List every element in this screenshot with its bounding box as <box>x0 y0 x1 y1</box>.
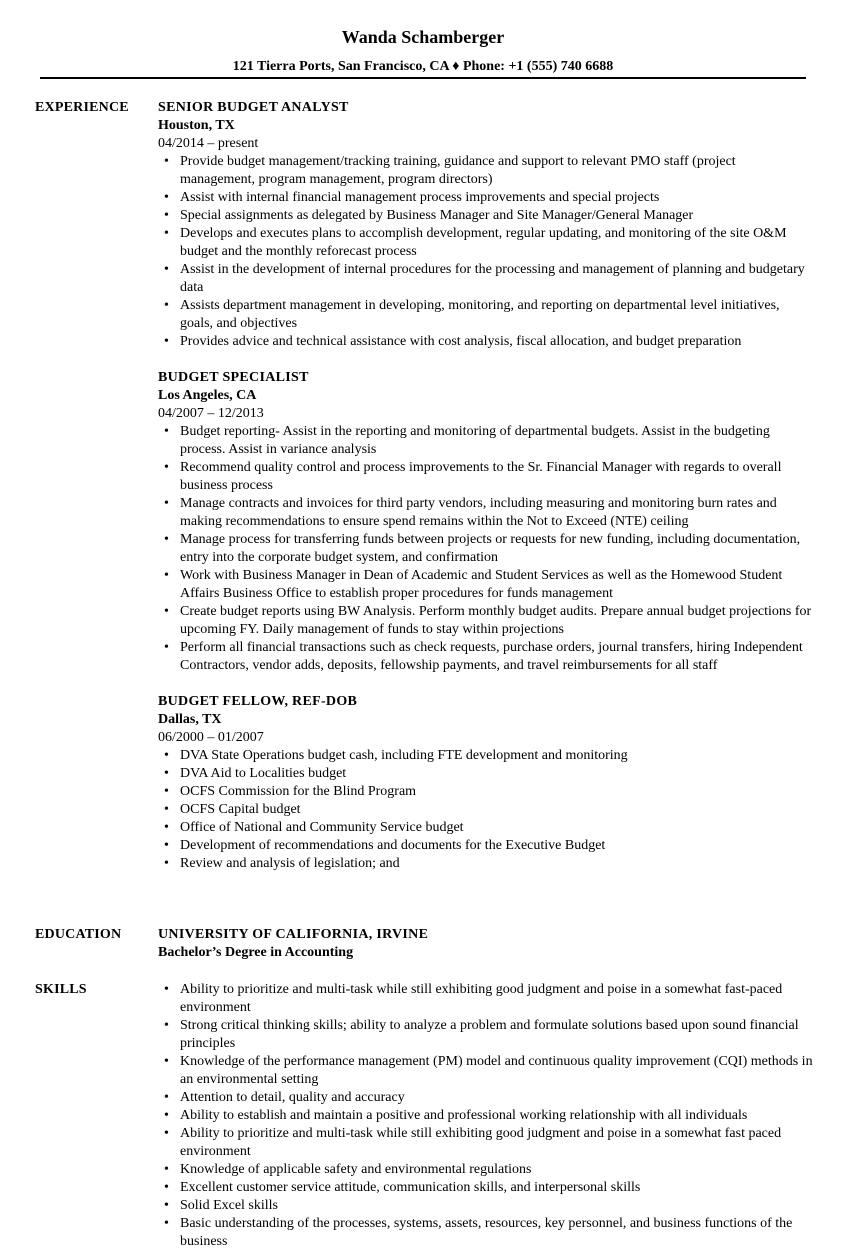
list-item: • Assists department management in developing, monitoring, and reporting on departmental level initiatives, goals, and objectives <box>158 297 813 333</box>
job-entry <box>158 99 813 351</box>
list-item: • Work with Business Manager in Dean of Academic and Student Services as well as the Homewood Student Affairs Business Office to establish proper procedures for funds management <box>158 567 813 603</box>
list-item: • Strong critical thinking skills; ability to analyze a problem and formulate solutions based upon sound financial principles <box>158 1017 813 1053</box>
job-dates: 06/2000 – 01/2007 <box>158 730 264 745</box>
list-item: • OCFS Capital budget <box>158 801 813 819</box>
job-title: BUDGET FELLOW, REF-DOB <box>158 694 358 709</box>
job-title: BUDGET SPECIALIST <box>158 370 309 385</box>
candidate-name: Wanda Schamberger <box>341 27 505 47</box>
list-item: • DVA Aid to Localities budget <box>158 765 813 783</box>
education-body <box>158 926 813 962</box>
section-label-skills: SKILLS <box>35 982 87 997</box>
list-item: • Development of recommendations and documents for the Executive Budget <box>158 837 813 855</box>
list-item: • Budget reporting- Assist in the reporting and monitoring of departmental budgets. Assist in the budgeting process. Assist in variance analysis <box>158 423 813 459</box>
job-title: SENIOR BUDGET ANALYST <box>158 100 349 115</box>
school-name: UNIVERSITY OF CALIFORNIA, IRVINE <box>158 927 429 942</box>
list-item: • Solid Excel skills <box>158 1197 813 1215</box>
contact-line: 121 Tierra Ports, San Francisco, CA ♦ Phone: +1 (555) 740 6688 <box>232 59 614 74</box>
degree: Bachelor’s Degree in Accounting <box>158 945 354 960</box>
job-dates: 04/2007 – 12/2013 <box>158 406 264 421</box>
list-item: • Manage contracts and invoices for third party vendors, including measuring and monitoring burn rates and making recommendations to ensure spend remains within the Not to Exceed (NTE) ceiling <box>158 495 813 531</box>
list-item: • Knowledge of the performance management (PM) model and continuous quality improvement (CQI) methods in an environmental setting <box>158 1053 813 1089</box>
list-item: • OCFS Commission for the Blind Program <box>158 783 813 801</box>
list-item: • Review and analysis of legislation; and <box>158 855 813 873</box>
job-location: Los Angeles, CA <box>158 388 257 403</box>
experience-body <box>158 99 813 891</box>
list-item: • Excellent customer service attitude, communication skills, and interpersonal skills <box>158 1179 813 1197</box>
section-label-education: EDUCATION <box>35 927 122 942</box>
list-item: • Assist with internal financial management process improvements and special projects <box>158 189 813 207</box>
list-item: • Attention to detail, quality and accuracy <box>158 1089 813 1107</box>
job-bullets <box>158 153 813 351</box>
list-item: • Ability to prioritize and multi-task while still exhibiting good judgment and poise in a somewhat fast paced environment <box>158 1125 813 1161</box>
list-item: • Provides advice and technical assistance with cost analysis, fiscal allocation, and budget preparation <box>158 333 813 351</box>
list-item: • Special assignments as delegated by Business Manager and Site Manager/General Manager <box>158 207 813 225</box>
list-item: • DVA State Operations budget cash, including FTE development and monitoring <box>158 747 813 765</box>
job-dates: 04/2014 – present <box>158 136 259 151</box>
job-bullets <box>158 423 813 675</box>
job-location: Houston, TX <box>158 118 235 133</box>
job-entry <box>158 693 813 873</box>
list-item: • Ability to prioritize and multi-task while still exhibiting good judgment and poise in a somewhat fast-paced environment <box>158 981 813 1017</box>
job-entry <box>158 369 813 675</box>
list-item: • Ability to establish and maintain a positive and professional working relationship with all individuals <box>158 1107 813 1125</box>
list-item: • Develops and executes plans to accomplish development, regular updating, and monitoring of the site O&M budget and the monthly reforecast process <box>158 225 813 261</box>
list-item: • Perform all financial transactions such as check requests, purchase orders, journal transfers, hiring Independent Contractors, vendor adds, deposits, fellowship payments, and travel reimbursements for all staff <box>158 639 813 675</box>
skills-bullets <box>158 981 813 1251</box>
list-item: • Provide budget management/tracking training, guidance and support to relevant PMO staff (project management, program management, program directors) <box>158 153 813 189</box>
list-item: • Office of National and Community Service budget <box>158 819 813 837</box>
list-item: • Knowledge of applicable safety and environmental regulations <box>158 1161 813 1179</box>
skills-body <box>158 981 813 1251</box>
list-item: • Basic understanding of the processes, systems, assets, resources, key personnel, and business functions of the business <box>158 1215 813 1251</box>
section-label-experience: EXPERIENCE <box>35 100 129 115</box>
header-divider <box>40 77 806 79</box>
list-item: • Recommend quality control and process improvements to the Sr. Financial Manager with regards to overall business process <box>158 459 813 495</box>
list-item: • Assist in the development of internal procedures for the processing and management of planning and budgetary data <box>158 261 813 297</box>
job-location: Dallas, TX <box>158 712 222 727</box>
job-bullets <box>158 747 813 873</box>
list-item: • Manage process for transferring funds between projects or requests for new funding, including documentation, entry into the corporate budget system, and confirmation <box>158 531 813 567</box>
list-item: • Create budget reports using BW Analysis. Perform monthly budget audits. Prepare annual budget projections for upcoming FY. Daily management of funds to stay within projections <box>158 603 813 639</box>
